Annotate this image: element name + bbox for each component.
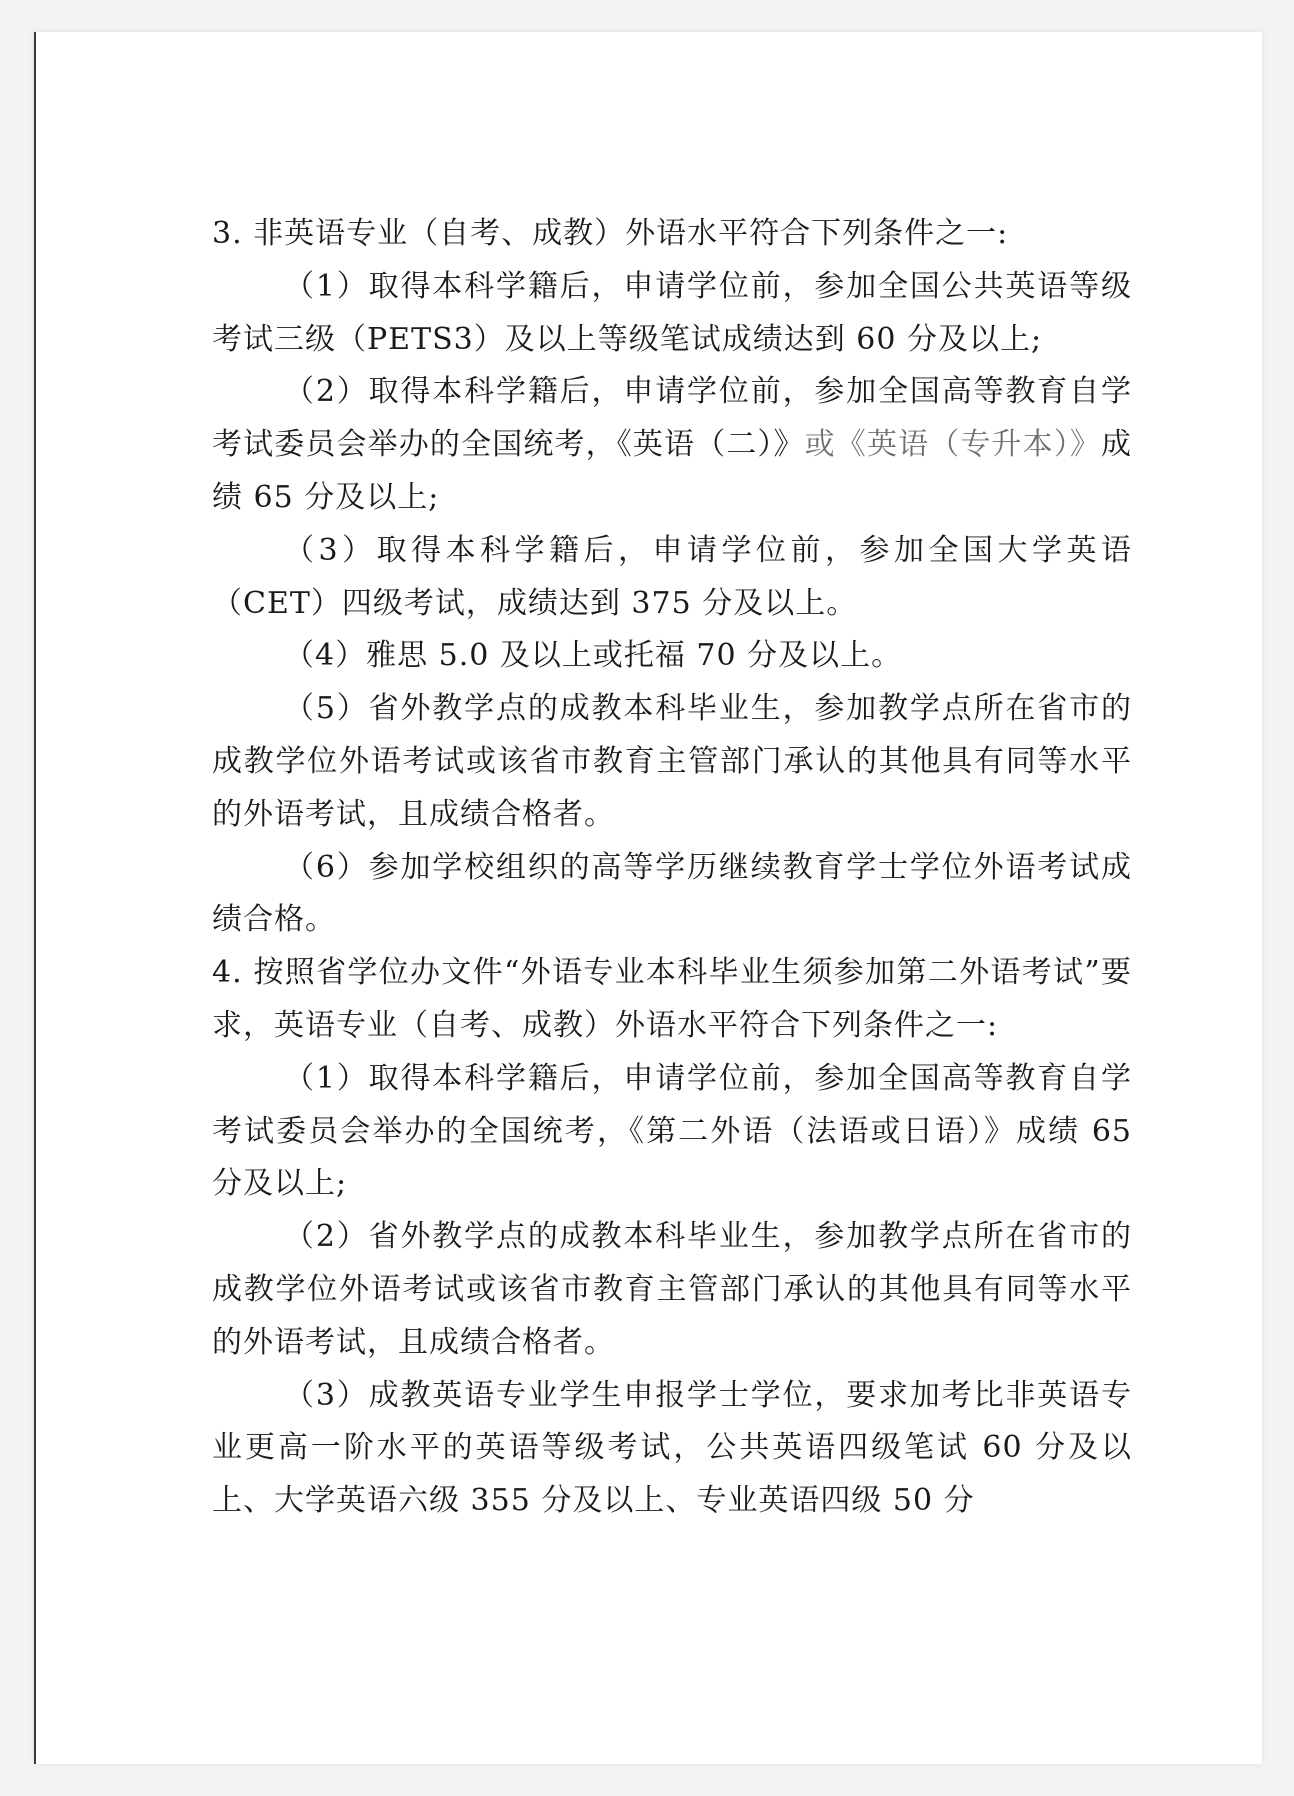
section-3-heading: 3. 非英语专业（自考、成教）外语水平符合下列条件之一:	[212, 216, 1009, 251]
section-4-item-3: （3）成教英语专业学生申报学士学位，要求加考比非英语专业更高一阶水平的英语等级考试，公共英语四级笔试 60 分及以上、大学英语六级 355 分及以上、专业英语四级 50 分	[212, 1377, 1132, 1519]
section-4-item-1: （1）取得本科学籍后，申请学位前，参加全国高等教育自学考试委员会举办的全国统考，《第二外语（法语或日语）》成绩 65 分及以上;	[212, 1060, 1132, 1202]
section-3-item-4: （4）雅思 5.0 及以上或托福 70 分及以上。	[284, 638, 903, 674]
section-4-item-2: （2）省外教学点的成教本科毕业生，参加教学点所在省市的成教学位外语考试或该省市教育主管部门承认的其他具有同等水平的外语考试，且成绩合格者。	[212, 1219, 1132, 1360]
section-3-item-2	[212, 366, 1132, 524]
section-3-item-5: （5）省外教学点的成教本科毕业生，参加教学点所在省市的成教学位外语考试或该省市教育主管部门承认的其他具有同等水平的外语考试，且成绩合格者。	[212, 691, 1132, 832]
section-4-heading: 4. 按照省学位办文件“外语专业本科毕业生须参加第二外语考试”要求，英语专业（自考、成教）外语水平符合下列条件之一:	[212, 955, 1132, 1043]
section-3-item-1: （1）取得本科学籍后，申请学位前，参加全国公共英语等级考试三级（PETS3）及以上等级笔试成绩达到 60 分及以上;	[212, 268, 1132, 357]
section-3-item-6: （6）参加学校组织的高等学历继续教育学士学位外语考试成绩合格。	[212, 849, 1132, 938]
section-3-item-2-main: （2）取得本科学籍后，申请学位前，参加全国高等教育自学考试委员会举办的全国统考，《英语（二）》	[212, 374, 1132, 463]
document-page	[34, 32, 1262, 1764]
section-3-item-2-tail: 成绩 65 分及以上;	[212, 427, 1133, 515]
document-body	[212, 208, 1132, 1528]
section-3-item-2-faded: 或《英语（专升本）》	[804, 427, 1102, 463]
section-3-item-3: （3）取得本科学籍后，申请学位前，参加全国大学英语（CET）四级考试，成绩达到 375 分及以上。	[212, 532, 1132, 621]
